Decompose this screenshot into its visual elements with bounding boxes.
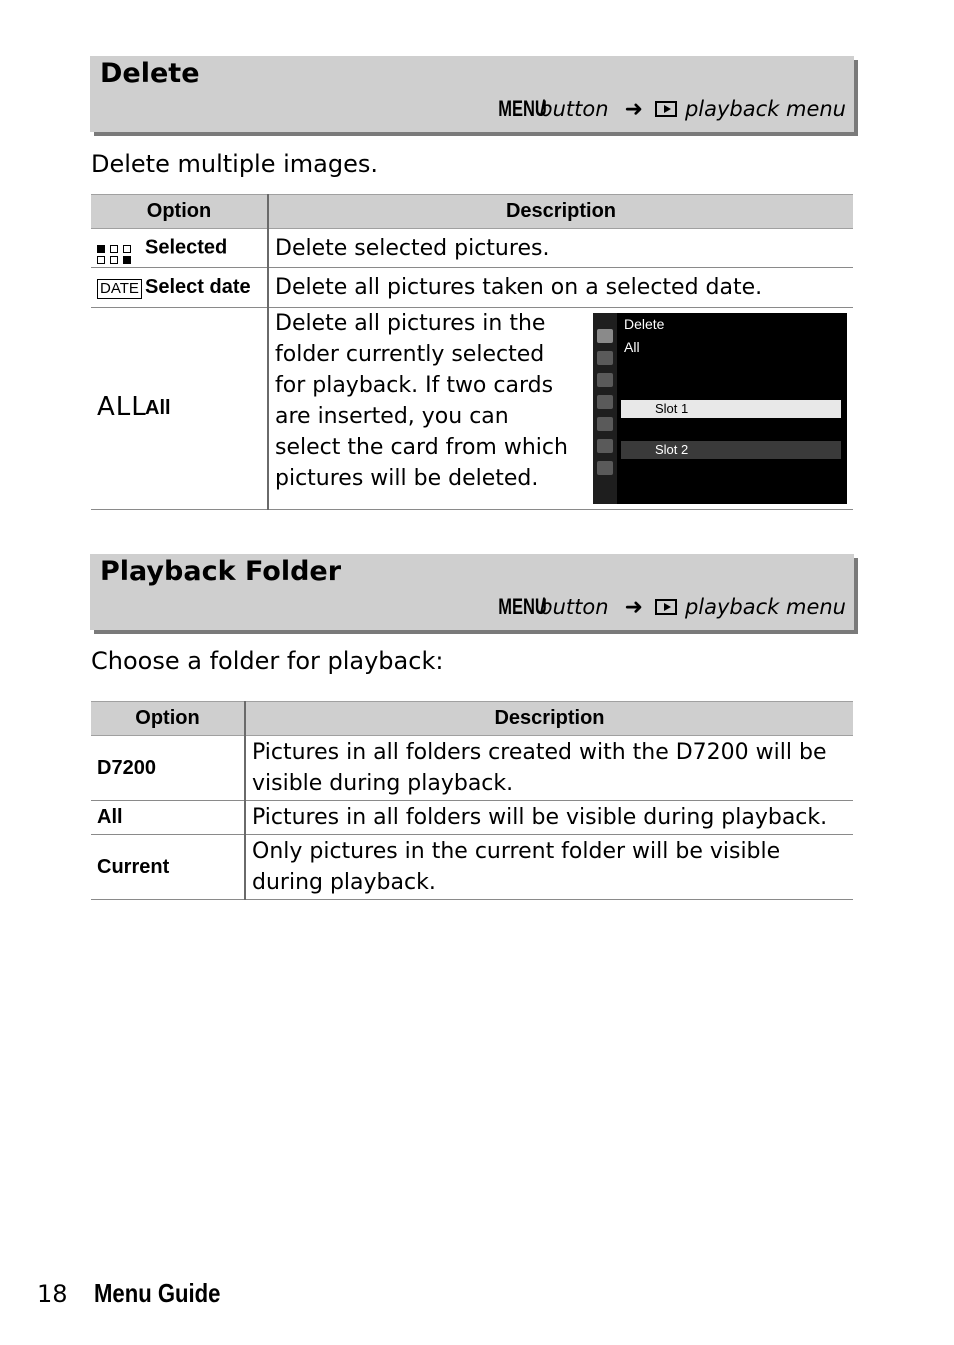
camera-screen-title: Delete	[624, 316, 665, 332]
slot-2-option: Slot 2	[621, 441, 841, 459]
camera-screen-image	[593, 313, 847, 504]
arrow-right-icon: ➜	[624, 96, 643, 122]
option-selected-label: Selected	[145, 236, 228, 259]
page-number: 18	[37, 1280, 68, 1308]
description-cell: Pictures in all folders created with the D7200 will be visible during playback.	[245, 736, 853, 801]
button-word: button	[539, 595, 609, 619]
button-word: button	[539, 97, 609, 121]
description-cell: Delete selected pictures.	[268, 229, 853, 268]
menu-path	[482, 96, 846, 122]
description-cell: Delete all pictures taken on a selected date.	[268, 268, 853, 308]
table-header-row	[91, 195, 853, 229]
pencil-tab-icon	[597, 395, 613, 409]
option-cell	[91, 308, 268, 510]
slot-1-option: Slot 1	[621, 400, 841, 418]
menu-tabs-sidebar	[593, 313, 617, 504]
camera-screen-subtitle: All	[624, 339, 640, 355]
table-row	[91, 835, 853, 900]
delete-section-header	[90, 56, 854, 132]
playback-icon	[655, 101, 677, 117]
option-select-date-label: Select date	[145, 275, 251, 298]
column-header-option: Option	[91, 195, 268, 229]
table-row	[91, 268, 853, 308]
table-row	[91, 736, 853, 801]
date-icon: DATE	[97, 279, 142, 299]
section-title: Playback Folder	[100, 556, 342, 587]
delete-intro: Delete multiple images.	[91, 150, 379, 178]
playback-icon	[655, 599, 677, 615]
option-current-cell: Current	[91, 835, 245, 900]
arrow-right-icon: ➜	[624, 594, 643, 620]
table-row	[91, 801, 853, 835]
movie-tab-icon	[597, 373, 613, 387]
option-all-label: All	[145, 396, 171, 419]
table-row	[91, 229, 853, 268]
playback-folder-section-header	[90, 554, 854, 630]
my-menu-tab-icon	[597, 461, 613, 475]
section-title: Delete	[100, 58, 200, 89]
menu-button-label: MENU	[498, 96, 548, 121]
playback-menu-label: playback menu	[684, 97, 846, 121]
option-all-cell: All	[91, 801, 245, 835]
all-description-text: Delete all pictures in the folder currently selected for playback. If two cards are inserted, you can select the card from which pictures will be deleted.	[275, 311, 568, 491]
selected-grid-icon	[97, 232, 145, 264]
column-header-option: Option	[91, 702, 245, 736]
wrench-tab-icon	[597, 417, 613, 431]
all-icon: ALL	[97, 392, 147, 422]
chapter-label: Menu Guide	[93, 1278, 221, 1308]
playback-folder-intro: Choose a folder for playback:	[91, 647, 444, 675]
table-header-row	[91, 702, 853, 736]
menu-button-label: MENU	[498, 594, 548, 619]
column-header-description: Description	[245, 702, 853, 736]
menu-path	[482, 594, 846, 620]
retouch-tab-icon	[597, 439, 613, 453]
page-footer	[37, 1278, 242, 1309]
playback-menu-label: playback menu	[684, 595, 846, 619]
playback-folder-table	[91, 701, 853, 900]
option-cell	[91, 268, 268, 308]
option-cell	[91, 229, 268, 268]
option-d7200-cell: D7200	[91, 736, 245, 801]
camera-tab-icon	[597, 351, 613, 365]
description-cell: Pictures in all folders will be visible during playback.	[245, 801, 853, 835]
column-header-description: Description	[268, 195, 853, 229]
description-cell: Only pictures in the current folder will be visible during playback.	[245, 835, 853, 900]
playback-tab-icon	[597, 329, 613, 343]
